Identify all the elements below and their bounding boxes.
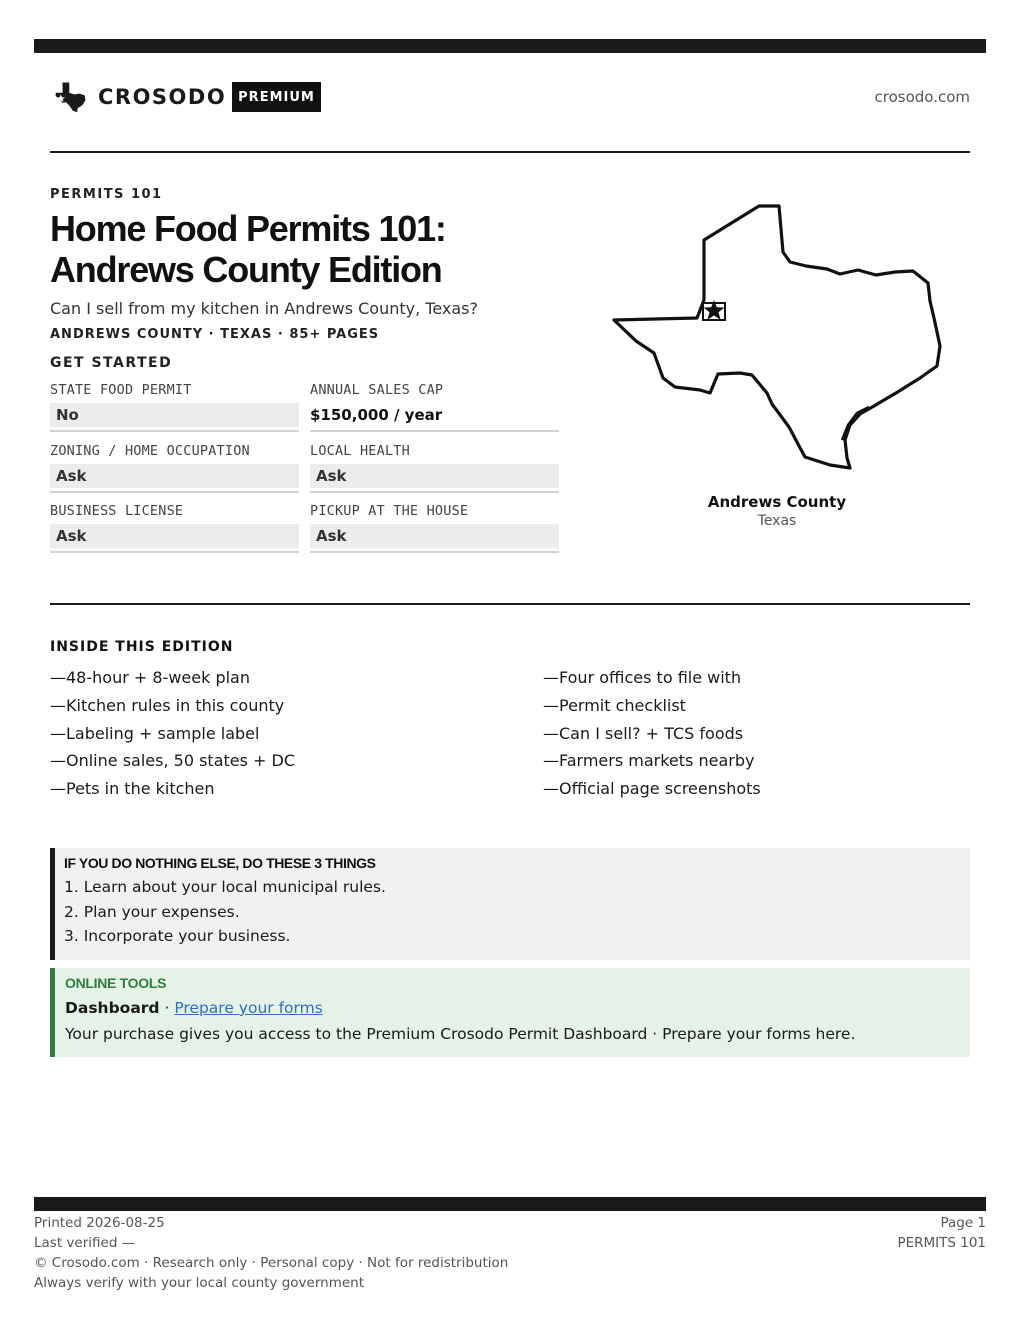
edition-meta: ANDREWS COUNTY · TEXAS · 85+ PAGES (50, 327, 380, 342)
fact-value: Ask (50, 524, 299, 548)
page-title (50, 208, 610, 290)
get-started-heading: GET STARTED (50, 355, 173, 371)
copyright-notice: © Crosodo.com · Research only · Personal copy · Not for redistribution (34, 1255, 509, 1271)
site-url[interactable]: crosodo.com (874, 88, 970, 106)
page-title-line-2: Andrews County Edition (50, 249, 442, 290)
texas-map (610, 200, 945, 480)
tools-separator: · (159, 999, 175, 1017)
brand-logo[interactable] (54, 80, 226, 114)
footer-section: PERMITS 101 (897, 1235, 986, 1251)
prepare-forms-link[interactable]: Prepare your forms (174, 999, 323, 1017)
page-subtitle: Can I sell from my kitchen in Andrews County, Texas? (50, 299, 478, 318)
fact-value: Ask (50, 464, 299, 488)
toc-item: —Kitchen rules in this county (50, 695, 285, 715)
callout-title: IF YOU DO NOTHING ELSE, DO THESE 3 THINGS (64, 855, 376, 871)
tools-title: ONLINE TOOLS (65, 975, 167, 991)
fact-zoning (50, 443, 299, 493)
fact-label: STATE FOOD PERMIT (50, 382, 192, 398)
three-things-callout (50, 848, 970, 960)
callout-item: 3. Incorporate your business. (64, 927, 291, 945)
fact-label: ANNUAL SALES CAP (310, 382, 444, 398)
fact-value: Ask (310, 524, 559, 548)
toc-item: —48-hour + 8-week plan (50, 668, 250, 687)
fact-business-license (50, 503, 299, 553)
verify-note: Always verify with your local county government (34, 1275, 364, 1291)
header-divider (50, 151, 970, 153)
inside-edition-heading: INSIDE THIS EDITION (50, 639, 234, 655)
star-marker-icon (703, 300, 725, 320)
fact-underline (50, 551, 299, 553)
map-county-label: Andrews County (707, 493, 847, 511)
bottom-rule-bar (34, 1197, 986, 1211)
premium-badge: PREMIUM (232, 82, 321, 112)
fact-label: LOCAL HEALTH (310, 443, 410, 459)
fact-local-health (310, 443, 559, 493)
fact-underline (50, 430, 299, 432)
fact-label: BUSINESS LICENSE (50, 503, 184, 519)
map-caption (677, 493, 877, 529)
tools-links (65, 996, 960, 1020)
brand-name: CROSODO (98, 85, 227, 109)
online-tools-box (50, 968, 970, 1057)
toc-item: —Labeling + sample label (50, 723, 260, 743)
dashboard-label: Dashboard (65, 999, 160, 1017)
texas-outline-map (610, 200, 945, 480)
section-eyebrow: PERMITS 101 (50, 187, 163, 202)
fact-annual-sales-cap (310, 382, 559, 432)
last-verified: Last verified — (34, 1235, 136, 1251)
callout-item: 2. Plan your expenses. (64, 902, 240, 921)
fact-pickup-at-house (310, 503, 559, 553)
callout-item: 1. Learn about your local municipal rules. (64, 878, 386, 896)
fact-value: $150,000 / year (310, 406, 443, 424)
fact-underline (310, 430, 559, 432)
footer-left (34, 1213, 508, 1293)
fact-value: No (50, 403, 299, 427)
map-state-label: Texas (757, 513, 797, 529)
toc-item: —Official page screenshots (543, 779, 761, 799)
tools-description: Your purchase gives you access to the Premium Crosodo Permit Dashboard · Prepare your forms here. (65, 1025, 856, 1043)
page-title-line-1: Home Food Permits 101: (50, 208, 446, 249)
fact-value: Ask (310, 464, 559, 488)
toc-item: —Permit checklist (543, 695, 686, 715)
top-rule-bar (34, 39, 986, 53)
fact-label: ZONING / HOME OCCUPATION (50, 443, 250, 459)
toc-item: —Farmers markets nearby (543, 751, 755, 771)
fact-label: PICKUP AT THE HOUSE (310, 503, 469, 519)
footer-right (897, 1213, 986, 1253)
toc-right-column (543, 667, 983, 806)
toc-item: —Pets in the kitchen (50, 779, 215, 799)
texas-star-icon (54, 80, 88, 114)
toc-item: —Four offices to file with (543, 668, 742, 687)
toc-item: —Can I sell? + TCS foods (543, 723, 744, 743)
fact-state-food-permit (50, 382, 299, 432)
printed-date: Printed 2026-08-25 (34, 1215, 165, 1231)
section-divider (50, 603, 970, 605)
page-number: Page 1 (940, 1215, 986, 1231)
page-header (50, 78, 970, 118)
fact-underline (310, 491, 559, 493)
toc-item: —Online sales, 50 states + DC (50, 751, 296, 771)
toc-left-column (50, 667, 490, 806)
fact-underline (310, 551, 559, 553)
fact-underline (50, 491, 299, 493)
